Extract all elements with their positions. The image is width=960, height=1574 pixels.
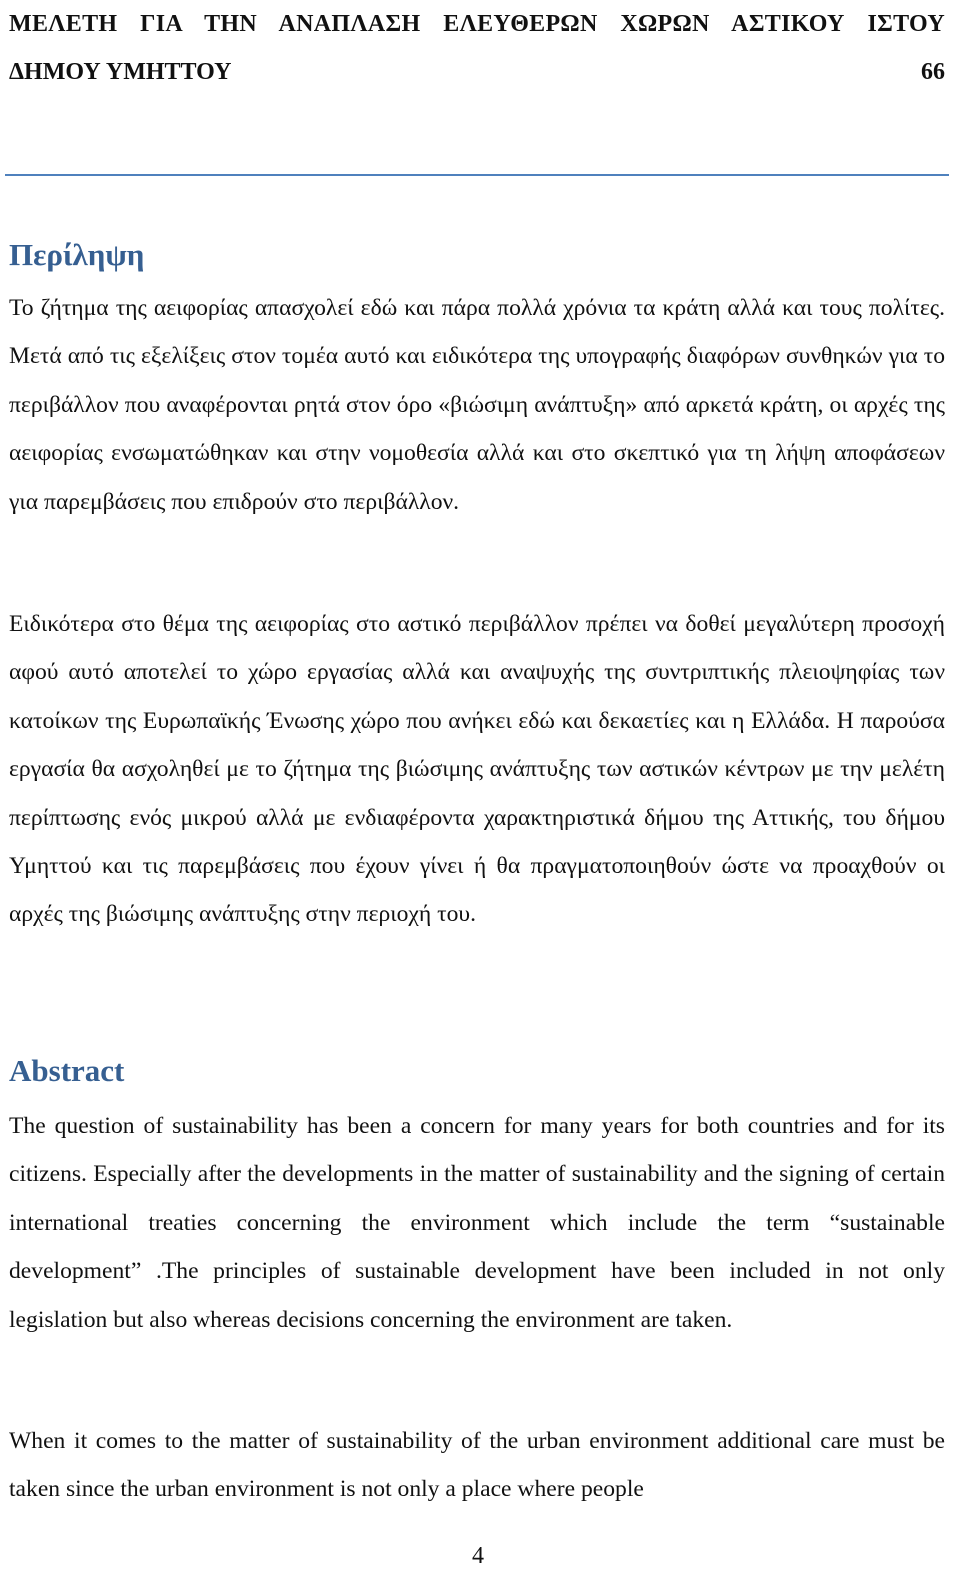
header-title-line2-row <box>9 48 945 96</box>
header-title-line1: ΜΕΛΕΤΗ ΓΙΑ ΤΗΝ ΑΝΑΠΛΑΣΗ ΕΛΕΥΘΕΡΩΝ ΧΩΡΩΝ ΑΣΤΙΚΟΥ ΙΣΤΟΥ <box>9 11 945 37</box>
header-title-line2: ΔΗΜΟΥ ΥΜΗΤΤΟΥ <box>9 59 232 85</box>
summary-paragraph-2: Ειδικότερα στο θέμα της αειφορίας στο αστικό περιβάλλον πρέπει να δοθεί μεγαλύτερη προσοχή αφού αυτό αποτελεί το χώρο εργασίας αλλά και αναψυχής της συντριπτικής πλειοψηφίας των κατοίκων της Ευρωπαϊκής Ένωσης χώρο που ανήκει εδώ και δεκαετίες και η Ελλάδα. Η παρούσα εργασία θα ασχοληθεί με το ζήτημα της βιώσιμης ανάπτυξης των αστικών κέντρων με την μελέτη περίπτωσης ενός μικρού αλλά με ενδιαφέροντα χαρακτηριστικά δήμου της Αττικής, του δήμου Υμηττού και τις παρεμβάσεις που έχουν γίνει ή θα πραγματοποιηθούν ώστε να προαχθούν οι αρχές της βιώσιμης ανάπτυξης στην περιοχή του. <box>9 611 945 928</box>
header-chapter-page: 66 <box>921 59 945 85</box>
summary-paragraph-1: Το ζήτημα της αειφορίας απασχολεί εδώ και πάρα πολλά χρόνια τα κράτη αλλά και τους πολίτες. Μετά από τις εξελίξεις στον τομέα αυτό και ειδικότερα της υπογραφής διαφόρων συνθηκών για το περιβάλλον που αναφέρονται ρητά στον όρο «βιώσιμη ανάπτυξη» από αρκετά κράτη, οι αρχές της αειφορίας ενσωματώθηκαν και στην νομοθεσία αλλά και στο σκεπτικό για τη λήψη αποφάσεων για παρεμβάσεις που επιδρούν στο περιβάλλον. <box>9 295 945 515</box>
running-header <box>9 0 945 96</box>
summary-heading: Περίληψη <box>9 237 145 272</box>
abstract-paragraph-1: The question of sustainability has been a concern for many years for both countries and for its citizens. Especially after the developments in the matter of sustainability and the signing of certain international treaties concerning the environment which include the term “sustainable development” .The principles of sustainable development have been included in not only legislation but also whereas decisions concerning the environment are taken. <box>9 1113 945 1333</box>
header-divider <box>5 174 949 176</box>
page-number: 4 <box>472 1543 484 1569</box>
abstract-paragraph-2: When it comes to the matter of sustainability of the urban environment additional care must be taken since the urban environment is not only a place where people <box>9 1428 945 1503</box>
abstract-heading: Abstract <box>9 1053 125 1088</box>
